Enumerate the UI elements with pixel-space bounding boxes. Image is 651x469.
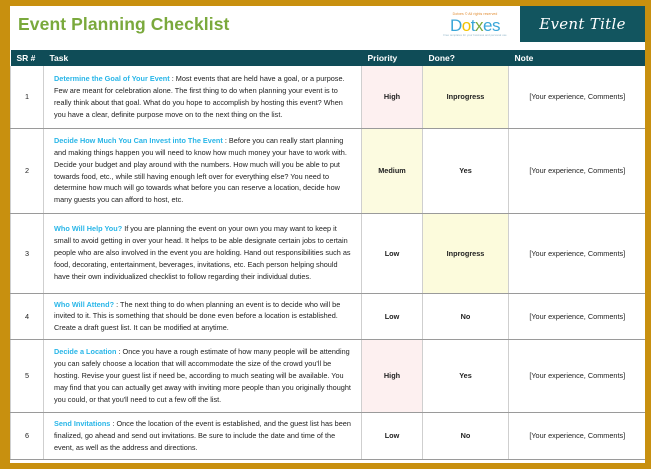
event-title-text: Event Title: [539, 15, 626, 33]
logo-letter-s: s: [491, 15, 500, 35]
task-lead-label: Decide How Much You Can Invest into The Event: [54, 136, 223, 146]
task-lead-label: Determine the Goal of Your Event: [54, 74, 170, 84]
cell-note[interactable]: [Your experience, Comments]: [509, 66, 646, 128]
cell-priority[interactable]: Low: [362, 293, 423, 339]
table-row: [11, 339, 646, 412]
task-separator: :: [114, 299, 121, 309]
task-lead-label: Send Invitations: [54, 419, 111, 429]
cell-sr-number: 3: [11, 213, 44, 293]
task-description: Before you can really start planning and making things happen you will need to know how much money your have to work with. Decide your budget and play around with the numbers. How much will you be able to put towards food, etc., while still having enough left over for everything else? You need to determine how much will go towards what before you can reserve a location, decide how many guests you can afford to host, etc.: [54, 136, 347, 205]
task-description: Once you have a rough estimate of how many people will be attending you can safely choose a location that will accommodate the size of the crowd you'll be hosting. Revise your guest list if need be, according to much seating will be available. You may find that you can actually get away with inviting more people than you originally thought you could, or that you'll need to cut a few off the list.: [54, 347, 351, 404]
logo-letter-o: o: [461, 15, 471, 35]
cell-sr-number: 5: [11, 339, 44, 412]
cell-sr-number: 2: [11, 128, 44, 213]
table-row: [11, 66, 646, 128]
table-body: [11, 66, 646, 459]
cell-priority[interactable]: High: [362, 339, 423, 412]
checklist-table: [10, 50, 645, 460]
cell-task: [44, 339, 362, 412]
document-header: [10, 6, 645, 42]
cell-priority[interactable]: High: [362, 66, 423, 128]
task-description: Most events that are held have a goal, or a purpose. Few are meant for celebration alone. The first thing to do when planning your event is to really think about that goal. What do you hope to accomplish by hosting this event? When you have a clear, definite purpose move on to the next thing on the list.: [54, 74, 345, 119]
cell-sr-number: 6: [11, 412, 44, 459]
logo-tagline: Free templates for your business and personal use: [443, 33, 507, 37]
table-row: [11, 128, 646, 213]
task-separator: :: [110, 419, 117, 429]
cell-priority[interactable]: Medium: [362, 128, 423, 213]
event-title-banner: [520, 6, 645, 42]
column-header-priority: Priority: [362, 50, 423, 66]
logo-copyright-text: Dotxes © All rights reserved: [452, 11, 498, 16]
task-description: If you are planning the event on your own you may want to keep it small to avoid getting in over your head. It helps to be able designate certain jobs to certain people who are also involved in the event you are holding. Hand out responsibilities such as food, decorating, entertainment, beverages, invitations, etc. Each person helping should have their own individualized checklist to follow regarding their individual duties.: [54, 224, 351, 281]
cell-done-status[interactable]: Yes: [423, 339, 509, 412]
cell-note[interactable]: [Your experience, Comments]: [509, 339, 646, 412]
title-area: [10, 6, 430, 42]
task-lead-label: Who Will Attend?: [54, 299, 115, 309]
table-row: [11, 412, 646, 459]
cell-sr-number: 1: [11, 66, 44, 128]
task-separator: :: [169, 74, 176, 84]
cell-note[interactable]: [Your experience, Comments]: [509, 128, 646, 213]
logo-wordmark: [450, 17, 500, 34]
task-separator: :: [222, 136, 229, 146]
task-lead-label: Decide a Location: [54, 347, 117, 357]
cell-priority[interactable]: Low: [362, 412, 423, 459]
task-description: The next thing to do when planning an event is to decide who will be invited to it. This is something that should be done even before a location is established. Create a draft guest list. It can be modified at anytime.: [54, 299, 341, 333]
cell-task: [44, 128, 362, 213]
table-head: [11, 50, 646, 66]
column-header-sr: SR #: [11, 50, 44, 66]
brand-logo: [430, 6, 520, 42]
cell-sr-number: 4: [11, 293, 44, 339]
column-header-done: Done?: [423, 50, 509, 66]
cell-priority[interactable]: Low: [362, 213, 423, 293]
logo-letter-x: x: [475, 15, 483, 35]
header-spacer: [10, 42, 645, 50]
table-row: [11, 293, 646, 339]
cell-task: [44, 66, 362, 128]
logo-letter-t: t: [470, 15, 475, 35]
cell-note[interactable]: [Your experience, Comments]: [509, 293, 646, 339]
column-header-note: Note: [509, 50, 646, 66]
logo-letter-e: e: [483, 15, 492, 35]
cell-done-status[interactable]: Yes: [423, 128, 509, 213]
table-header-row: [11, 50, 646, 66]
page-title: Event Planning Checklist: [18, 13, 230, 34]
task-lead-label: Who Will Help You?: [54, 224, 123, 234]
document-page: [10, 6, 645, 463]
cell-note[interactable]: [Your experience, Comments]: [509, 213, 646, 293]
cell-done-status[interactable]: No: [423, 412, 509, 459]
task-description: Once the location of the event is established, and the guest list has been finalized, go ahead and send out invitations. Be sure to include the date and time of the event, as well as the address and directions.: [54, 419, 351, 452]
cell-task: [44, 412, 362, 459]
cell-done-status[interactable]: Inprogress: [423, 66, 509, 128]
column-header-task: Task: [44, 50, 362, 66]
cell-task: [44, 293, 362, 339]
cell-done-status[interactable]: No: [423, 293, 509, 339]
cell-note[interactable]: [Your experience, Comments]: [509, 412, 646, 459]
task-separator: :: [116, 347, 123, 357]
cell-done-status[interactable]: Inprogress: [423, 213, 509, 293]
logo-letter-d: D: [450, 15, 462, 35]
cell-task: [44, 213, 362, 293]
table-row: [11, 213, 646, 293]
